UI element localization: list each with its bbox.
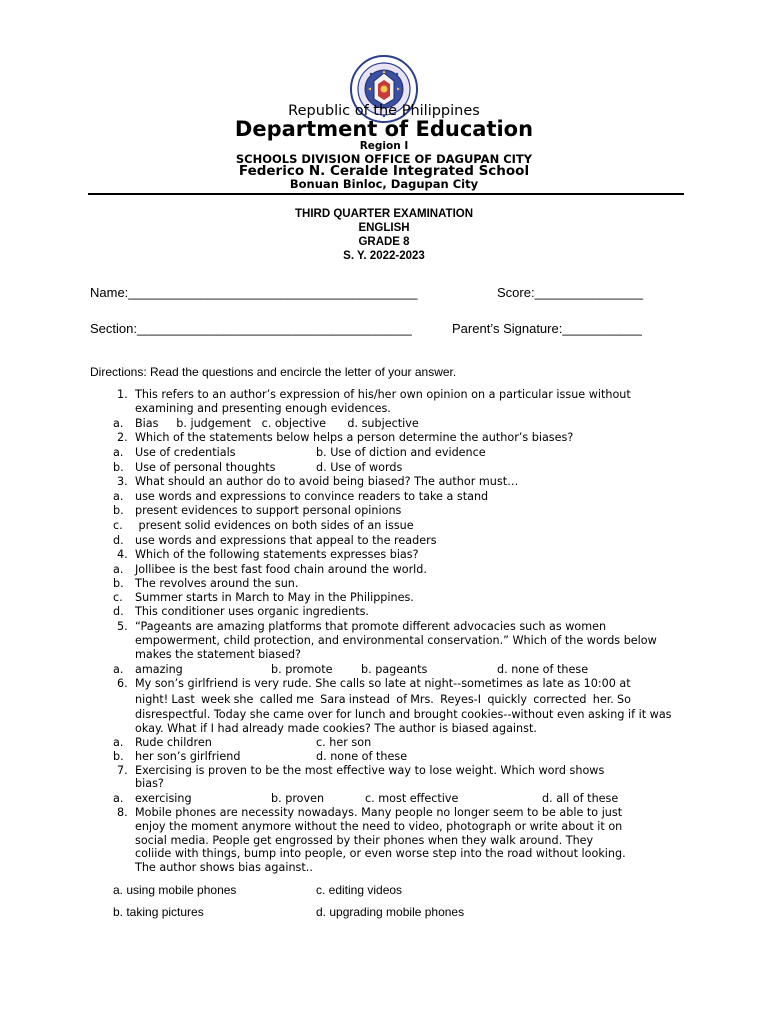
- question-5-text: makes the statement biased?: [135, 648, 301, 661]
- exam-school-year: S. Y. 2022-2023: [343, 250, 425, 262]
- question-6-text: night! Last week she called me Sara instead of Mrs. Reyes-I quickly corrected her. So: [135, 693, 631, 706]
- directions-text: Directions: Read the questions and encircle the letter of your answer.: [90, 365, 457, 379]
- question-8-option-b[interactable]: b. taking pictures: [113, 905, 204, 919]
- option-letter: b.: [113, 461, 124, 474]
- question-2-text: Which of the statements below helps a person determine the author’s biases?: [135, 431, 574, 444]
- option-letter: a.: [113, 417, 124, 430]
- question-6-option-d[interactable]: d. none of these: [316, 750, 408, 763]
- region-line: Region I: [359, 140, 409, 152]
- option-letter: a.: [113, 446, 124, 459]
- question-7-option-c[interactable]: c. most effective: [365, 792, 459, 805]
- question-4-option-c[interactable]: Summer starts in March to May in the Philippines.: [135, 591, 414, 604]
- question-6-option-b[interactable]: her son’s girlfriend: [135, 750, 241, 763]
- question-1-text: This refers to an author’s expression of his/her own opinion on a particular issue without: [135, 388, 631, 401]
- question-8-text: Mobile phones are necessity nowadays. Many people no longer seem to be able to just: [135, 806, 623, 819]
- question-6-text: My son’s girlfriend is very rude. She calls so late at night--sometimes as late as 10:00 at: [135, 677, 631, 690]
- option-letter: a.: [113, 736, 124, 749]
- question-6-text: okay. What if I had already made cookies? The author is biased against.: [135, 722, 537, 735]
- question-2-option-c[interactable]: Use of personal thoughts: [135, 461, 276, 474]
- option-letter: a.: [113, 792, 124, 805]
- parent-signature-field[interactable]: Parent’s Signature:___________: [452, 321, 642, 336]
- question-8-option-a[interactable]: a. using mobile phones: [113, 883, 237, 897]
- header-divider: [88, 193, 684, 195]
- question-3-option-b[interactable]: present evidences to support personal opinions: [135, 504, 402, 517]
- department-title: Department of Education: [234, 117, 534, 141]
- question-4-option-b[interactable]: The revolves around the sun.: [135, 577, 299, 590]
- question-2-option-a[interactable]: Use of credentials: [135, 446, 236, 459]
- question-number: 1.: [117, 388, 128, 401]
- option-letter: a.: [113, 490, 124, 503]
- question-3-text: What should an author do to avoid being biased? The author must…: [135, 475, 519, 488]
- question-2-option-b[interactable]: b. Use of diction and evidence: [316, 446, 486, 459]
- question-8-option-d[interactable]: d. upgrading mobile phones: [316, 905, 465, 919]
- question-1-options[interactable]: Bias b. judgement c. objective d. subjective: [135, 417, 419, 430]
- school-name: Federico N. Ceralde Integrated School: [238, 163, 530, 179]
- question-5-option-b[interactable]: b. promote: [271, 663, 333, 676]
- question-6-text: disrespectful. Today she came over for lunch and brought cookies--without even asking if it was: [135, 708, 672, 721]
- question-4-option-a[interactable]: Jollibee is the best fast food chain around the world.: [135, 563, 427, 576]
- school-address: Bonuan Binloc, Dagupan City: [289, 177, 479, 191]
- question-number: 7.: [117, 764, 128, 777]
- question-5-text: empowerment, child protection, and environmental conservation.” Which of the words below: [135, 634, 657, 647]
- name-field[interactable]: Name:________________________________________: [90, 285, 418, 300]
- question-8-text: social media. People get engrossed by their phones when they walk around. They: [135, 834, 594, 847]
- question-1-text: examining and presenting enough evidences.: [135, 402, 391, 415]
- question-number: 3.: [117, 475, 128, 488]
- question-number: 4.: [117, 548, 128, 561]
- option-letter: d.: [113, 534, 124, 547]
- question-number: 8.: [117, 806, 128, 819]
- question-5-option-a[interactable]: amazing: [135, 663, 183, 676]
- exam-subject: ENGLISH: [358, 222, 410, 234]
- option-letter: a.: [113, 563, 124, 576]
- question-number: 2.: [117, 431, 128, 444]
- question-3-option-a[interactable]: use words and expressions to convince readers to take a stand: [135, 490, 489, 503]
- question-8-text: coliide with things, bump into people, or even worse step into the road without looking.: [135, 847, 626, 860]
- question-8-text: The author shows bias against..: [135, 861, 313, 874]
- question-7-text: bias?: [135, 777, 164, 790]
- option-letter: a.: [113, 663, 124, 676]
- option-letter: c.: [113, 519, 123, 532]
- question-2-option-d[interactable]: d. Use of words: [316, 461, 403, 474]
- division-line: SCHOOLS DIVISION OFFICE OF DAGUPAN CITY: [235, 152, 533, 166]
- question-8-option-c[interactable]: c. editing videos: [316, 883, 403, 897]
- question-6-option-a[interactable]: Rude children: [135, 736, 212, 749]
- section-field[interactable]: Section:______________________________________: [90, 321, 412, 336]
- question-5-option-c[interactable]: b. pageants: [361, 663, 428, 676]
- question-3-option-c[interactable]: present solid evidences on both sides of an issue: [135, 519, 414, 532]
- question-7-text: Exercising is proven to be the most effective way to lose weight. Which word shows: [135, 764, 605, 777]
- option-letter: b.: [113, 504, 124, 517]
- score-field[interactable]: Score:_______________: [497, 285, 644, 300]
- question-8-text: enjoy the moment anymore without the need to video, photograph or write about it on: [135, 820, 623, 833]
- question-3-option-d[interactable]: use words and expressions that appeal to the readers: [135, 534, 437, 547]
- option-letter: b.: [113, 750, 124, 763]
- question-4-option-d[interactable]: This conditioner uses organic ingredients.: [135, 605, 369, 618]
- exam-title: THIRD QUARTER EXAMINATION: [294, 208, 474, 220]
- question-number: 6.: [117, 677, 128, 690]
- question-7-option-b[interactable]: b. proven: [271, 792, 325, 805]
- question-7-option-a[interactable]: exercising: [135, 792, 192, 805]
- question-5-option-d[interactable]: d. none of these: [497, 663, 589, 676]
- option-letter: d.: [113, 605, 124, 618]
- question-number: 5.: [117, 620, 128, 633]
- question-5-text: “Pageants are amazing platforms that promote different advocacies such as women: [135, 620, 607, 633]
- question-7-option-d[interactable]: d. all of these: [542, 792, 619, 805]
- republic-line: Republic of the Philippines: [288, 103, 480, 119]
- option-letter: c.: [113, 591, 123, 604]
- question-6-option-c[interactable]: c. her son: [316, 736, 372, 749]
- question-4-text: Which of the following statements expresses bias?: [135, 548, 419, 561]
- option-letter: b.: [113, 577, 124, 590]
- exam-grade: GRADE 8: [358, 236, 410, 248]
